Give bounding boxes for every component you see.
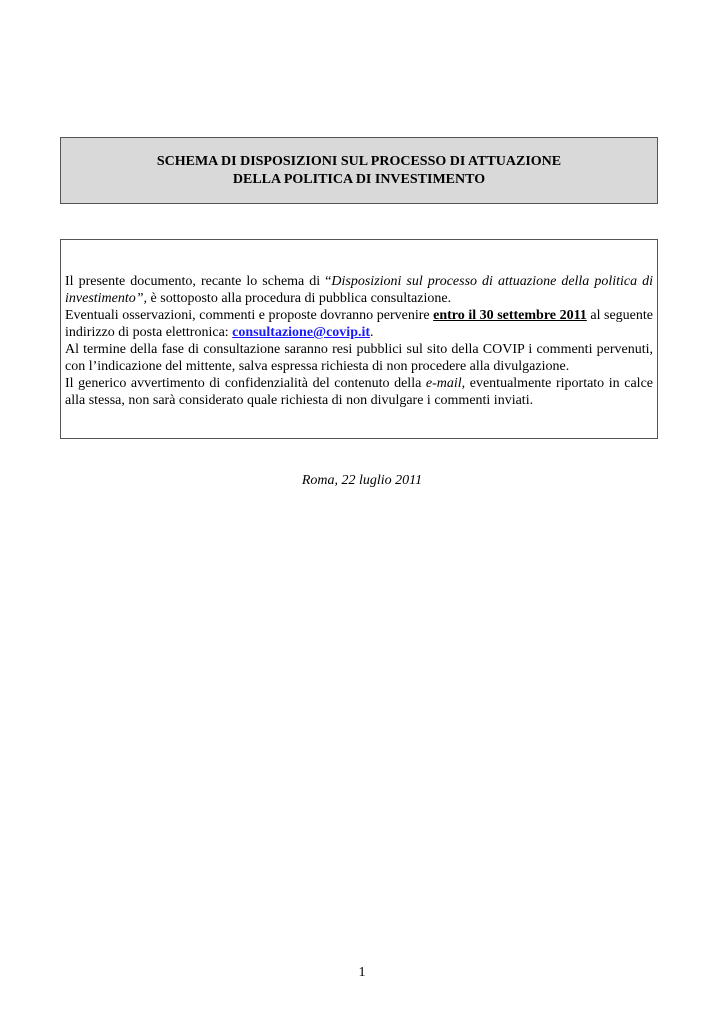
notice-paragraph-confidentiality bbox=[65, 375, 653, 409]
notice-deadline-end: . bbox=[370, 325, 374, 340]
notice-deadline-intro: Eventuali osservazioni, commenti e proposte dovranno pervenire bbox=[65, 308, 434, 323]
notice-email-term: e-mail bbox=[425, 376, 462, 391]
document-title-line-1: SCHEMA DI DISPOSIZIONI SUL PROCESSO DI ATTUAZIONE bbox=[156, 153, 562, 169]
consultation-notice-box bbox=[60, 239, 658, 439]
notice-intro-rest: è sottoposto alla procedura di pubblica consultazione. bbox=[147, 291, 452, 306]
consultation-email-link[interactable]: consultazione@covip.it bbox=[232, 325, 371, 340]
notice-confidentiality-intro: Il generico avvertimento di confidenzialità del contenuto della bbox=[65, 376, 426, 391]
notice-paragraph-deadline bbox=[65, 307, 653, 341]
notice-paragraph-intro bbox=[65, 273, 653, 307]
notice-paragraph-publication: Al termine della fase di consultazione saranno resi pubblici sul sito della COVIP i commenti pervenuti, con l’indicazione del mittente, salva espressa richiesta di non procedere alla divulgazione. bbox=[65, 342, 653, 374]
document-title-line-2: DELLA POLITICA DI INVESTIMENTO bbox=[232, 171, 486, 187]
notice-intro-text: Il presente documento, recante lo schema di “ bbox=[65, 274, 332, 289]
notice-document-name: Disposizioni sul processo di attuazione della politica di investimento”, bbox=[65, 274, 654, 306]
document-title-box bbox=[60, 137, 658, 204]
place-and-date: Roma, 22 luglio 2011 bbox=[301, 473, 423, 488]
notice-deadline-mid: al seguente indirizzo di posta elettronica: bbox=[65, 308, 653, 340]
notice-deadline-date: entro il 30 settembre 2011 bbox=[433, 308, 587, 323]
page-number: 1 bbox=[358, 965, 366, 980]
notice-confidentiality-rest: , eventualmente riportato in calce alla stessa, non sarà considerato quale richiesta di non divulgare i commenti inviati. bbox=[65, 376, 653, 408]
